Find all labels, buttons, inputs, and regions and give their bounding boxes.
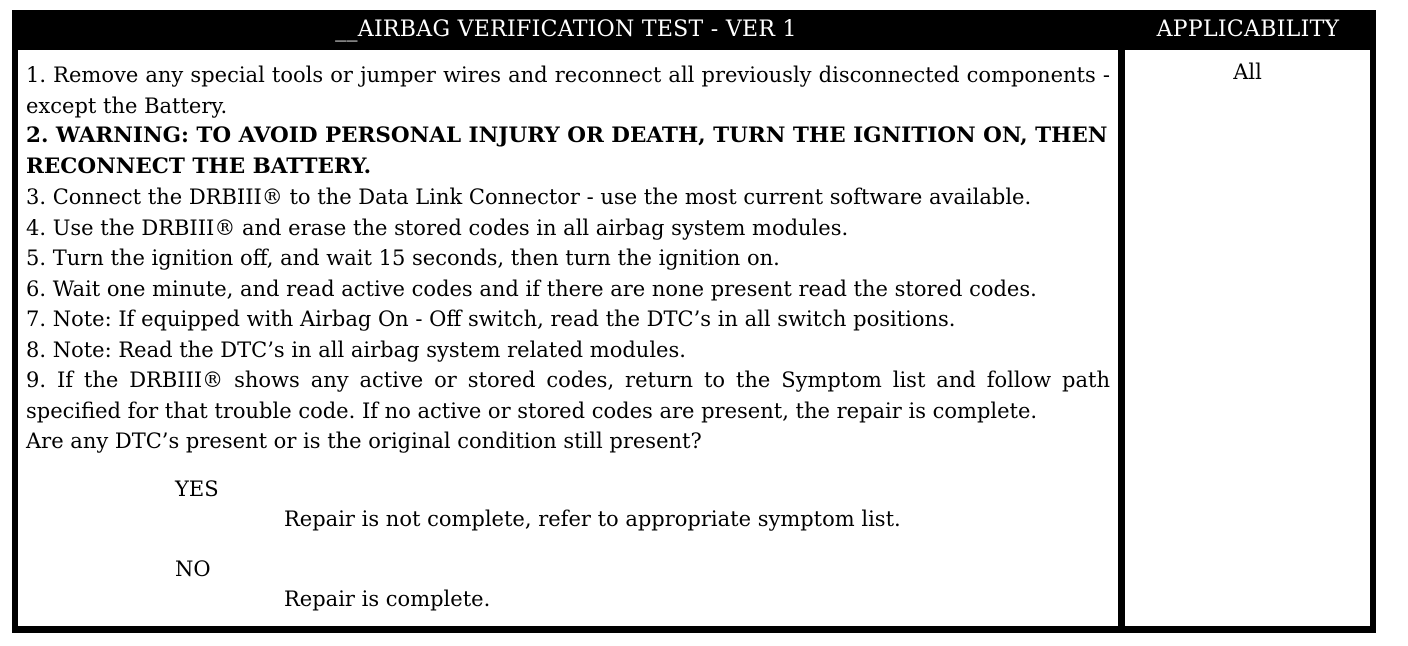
verification-test-table	[12, 10, 1376, 633]
yes-label: YES	[175, 477, 219, 501]
no-label: NO	[175, 557, 211, 581]
table-title: __AIRBAG VERIFICATION TEST - VER 1	[335, 16, 797, 42]
step-8: 8. Note: Read the DTC’s in all airbag system related modules.	[26, 337, 686, 362]
step-9: 9. If the DRBIII® shows any active or stored codes, return to the Symptom list and follow path specified for that trouble code. If no active or stored codes are present, the repair is complete.	[26, 368, 1110, 423]
question: Are any DTC’s present or is the original condition still present?	[26, 429, 702, 453]
procedure-cell	[18, 50, 1118, 626]
applicability-cell	[1125, 50, 1370, 626]
step-2-warning: 2. WARNING: TO AVOID PERSONAL INJURY OR DEATH, TURN THE IGNITION ON, THEN RECONNECT THE BATTERY.	[26, 123, 1108, 179]
procedure-steps	[26, 60, 1110, 457]
applicability-value: All	[1233, 60, 1262, 84]
step-1: 1. Remove any special tools or jumper wires and reconnect all previously disconnected components - except the Battery.	[26, 63, 1110, 118]
step-6: 6. Wait one minute, and read active codes and if there are none present read the stored codes.	[26, 276, 1037, 301]
applicability-header: APPLICABILITY	[1156, 16, 1340, 42]
no-result: Repair is complete.	[284, 587, 491, 611]
step-4: 4. Use the DRBIII® and erase the stored codes in all airbag system modules.	[26, 215, 849, 240]
step-3: 3. Connect the DRBIII® to the Data Link Connector - use the most current software available.	[26, 185, 1032, 209]
step-7: 7. Note: If equipped with Airbag On - Off switch, read the DTC’s in all switch positions.	[26, 307, 956, 331]
step-5: 5. Turn the ignition off, and wait 15 seconds, then turn the ignition on.	[26, 246, 780, 270]
yes-result: Repair is not complete, refer to appropriate symptom list.	[284, 507, 901, 531]
